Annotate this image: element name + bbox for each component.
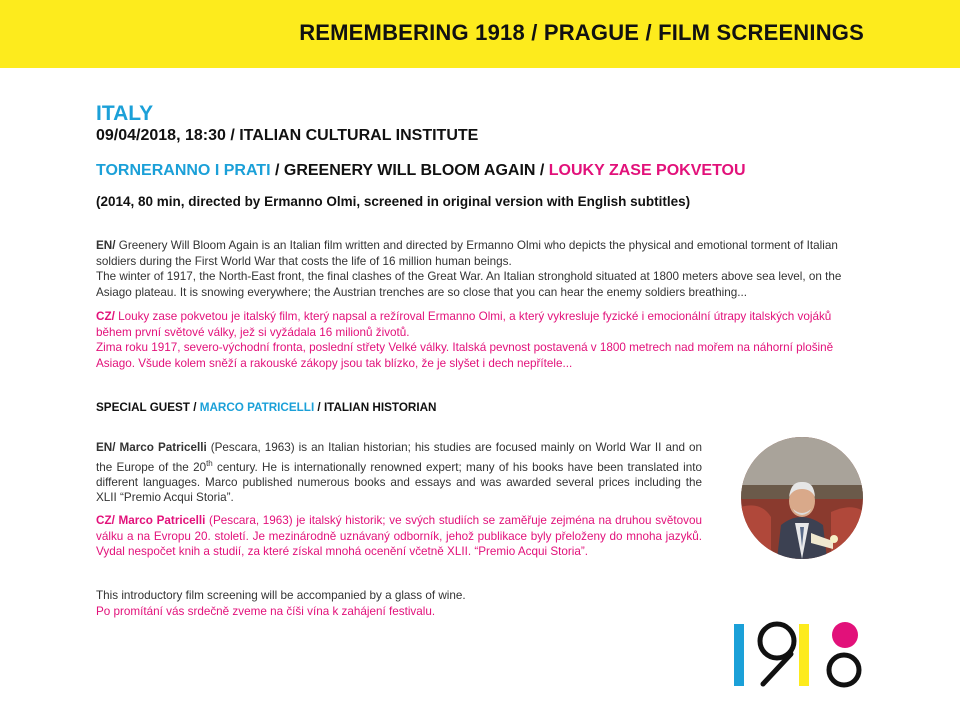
bio-en-text: (Pescara, 1963) is an Italian historian; his studies are focused mainly on World War II and on the Europe of the 20 xyxy=(96,441,702,474)
title-separator: / xyxy=(270,162,284,179)
logo-1918-graphic xyxy=(733,620,863,690)
film-title-italian: TORNERANNO I PRATI xyxy=(96,162,271,179)
synopsis-cz xyxy=(96,309,868,371)
guest-separator: / xyxy=(189,401,200,414)
header-banner xyxy=(0,0,960,68)
bio-en xyxy=(96,440,702,506)
bio-cz xyxy=(96,513,702,560)
guest-separator: / xyxy=(314,401,324,414)
bio-en-label: EN/ Marco Patricelli xyxy=(96,441,207,454)
synopsis-cz-label: CZ/ xyxy=(96,310,115,323)
bio-en-text-2: century. He is internationally renowned expert; many of his books have been translated into different languages. Marco published numerous books and essays and was awarded several prices including the XLII “Premio Acqui Storia”. xyxy=(96,460,702,505)
film-info: (2014, 80 min, directed by Ermanno Olmi, screened in original version with English subtitles) xyxy=(96,194,691,209)
film-title-english: GREENERY WILL BLOOM AGAIN xyxy=(283,162,536,179)
synopsis-cz-text-2: Zima roku 1917, severo-východní fronta, poslední střety Velké války. Italská pevnost postavená v 1800 metrech nad mořem na náhorní plošině Asiago. Všude kolem sněží a rakouské zákopy jsou tak blízko, že je slyšet i dech nepřítele... xyxy=(96,341,834,370)
country-heading: ITALY xyxy=(96,102,154,125)
date-venue: 09/04/2018, 18:30 / ITALIAN CULTURAL INSTITUTE xyxy=(96,127,479,144)
guest-label: SPECIAL GUEST xyxy=(96,401,190,414)
bio-cz-text: (Pescara, 1963) je italský historik; ve svých studiích se zaměřuje zejména na druhou světovou válku a na Evropu 20. století. Je mezinárodně uznávaný odborník, jehož publikace byly přeloženy do mnoha jazyků. Vydal nespočet knih a studií, za které získal mnohá ocenění včetně XLII. “Premio Acqui Storia”. xyxy=(96,514,702,558)
synopsis-en-text-2: The winter of 1917, the North-East front, the final clashes of the Great War. An Italian stronghold situated at 1800 meters above sea level, on the Asiago plateau. It is snowing everywhere; the Austrian trenches are so close that you can hear the enemy soldiers breathing... xyxy=(96,270,842,299)
synopsis-en xyxy=(96,238,868,300)
closing-en: This introductory film screening will be accompanied by a glass of wine. xyxy=(96,589,466,602)
synopsis-en-label: EN/ xyxy=(96,239,116,252)
special-guest-line xyxy=(96,401,436,414)
title-separator: / xyxy=(535,162,549,179)
guest-portrait-photo xyxy=(741,437,863,559)
guest-name: MARCO PATRICELLI xyxy=(199,401,315,414)
bio-en-superscript: th xyxy=(206,458,213,468)
banner-title: REMEMBERING 1918 / PRAGUE / FILM SCREENINGS xyxy=(299,20,864,45)
portrait-illustration xyxy=(741,437,863,559)
closing-cz: Po promítání vás srdečně zveme na číši vína k zahájení festivalu. xyxy=(96,604,436,618)
guest-role: ITALIAN HISTORIAN xyxy=(323,401,437,414)
synopsis-en-text: Greenery Will Bloom Again is an Italian film written and directed by Ermanno Olmi who depicts the physical and emotional torment of Italian soldiers during the First World War that costs the life of 16 million human beings. xyxy=(96,239,838,268)
film-title xyxy=(96,162,746,180)
bio-cz-label: CZ/ Marco Patricelli xyxy=(96,514,206,527)
closing-note xyxy=(96,588,466,619)
logo-1918 xyxy=(733,620,863,690)
synopsis-cz-text: Louky zase pokvetou je italský film, který napsal a režíroval Ermanno Olmi, a který vykresluje fyzické i emocionální útrapy italských vojáků během první světové války, jež si vyžádala 16 milionů životů. xyxy=(96,310,832,339)
film-title-czech: LOUKY ZASE POKVETOU xyxy=(548,162,746,179)
